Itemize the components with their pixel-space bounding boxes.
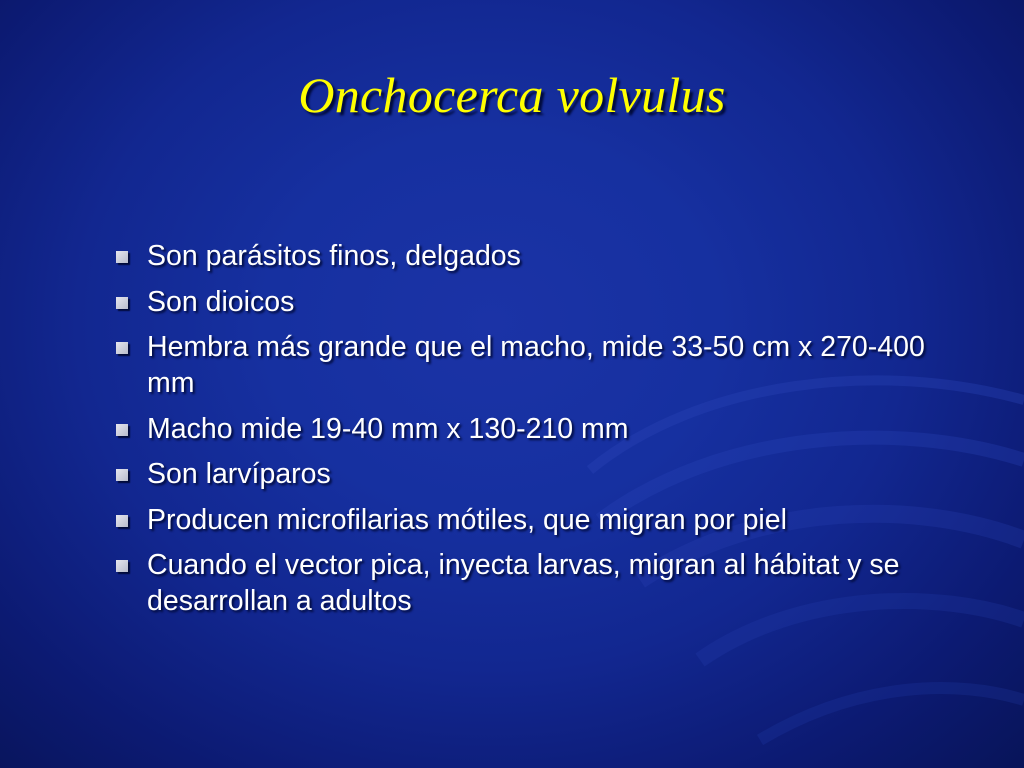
square-bullet-icon xyxy=(116,251,128,263)
list-item xyxy=(115,547,965,619)
list-item xyxy=(115,284,965,320)
square-bullet-icon xyxy=(116,342,128,354)
square-bullet-icon xyxy=(116,469,128,481)
bullet-text: Macho mide 19-40 mm x 130-210 mm xyxy=(147,412,629,445)
square-bullet-icon xyxy=(116,297,128,309)
square-bullet-icon xyxy=(116,560,128,572)
square-bullet-icon xyxy=(116,515,128,527)
bullet-list xyxy=(115,238,965,629)
list-item xyxy=(115,329,965,401)
list-item xyxy=(115,411,965,447)
square-bullet-icon xyxy=(116,424,128,436)
bullet-text: Son parásitos finos, delgados xyxy=(147,240,521,272)
bullet-text: Son dioicos xyxy=(147,285,295,318)
bullet-text: Hembra más grande que el macho, mide 33-50 cm x 270-400 mm xyxy=(147,331,925,399)
list-item xyxy=(115,502,965,538)
bullet-text: Producen microfilarias mótiles, que migran por piel xyxy=(147,503,787,536)
slide-title: Onchocerca volvulus xyxy=(298,67,726,123)
list-item xyxy=(115,238,965,274)
bullet-text: Cuando el vector pica, inyecta larvas, migran al hábitat y se desarrollan a adultos xyxy=(147,549,900,617)
list-item xyxy=(115,456,965,492)
bullet-text: Son larvíparos xyxy=(147,458,331,490)
